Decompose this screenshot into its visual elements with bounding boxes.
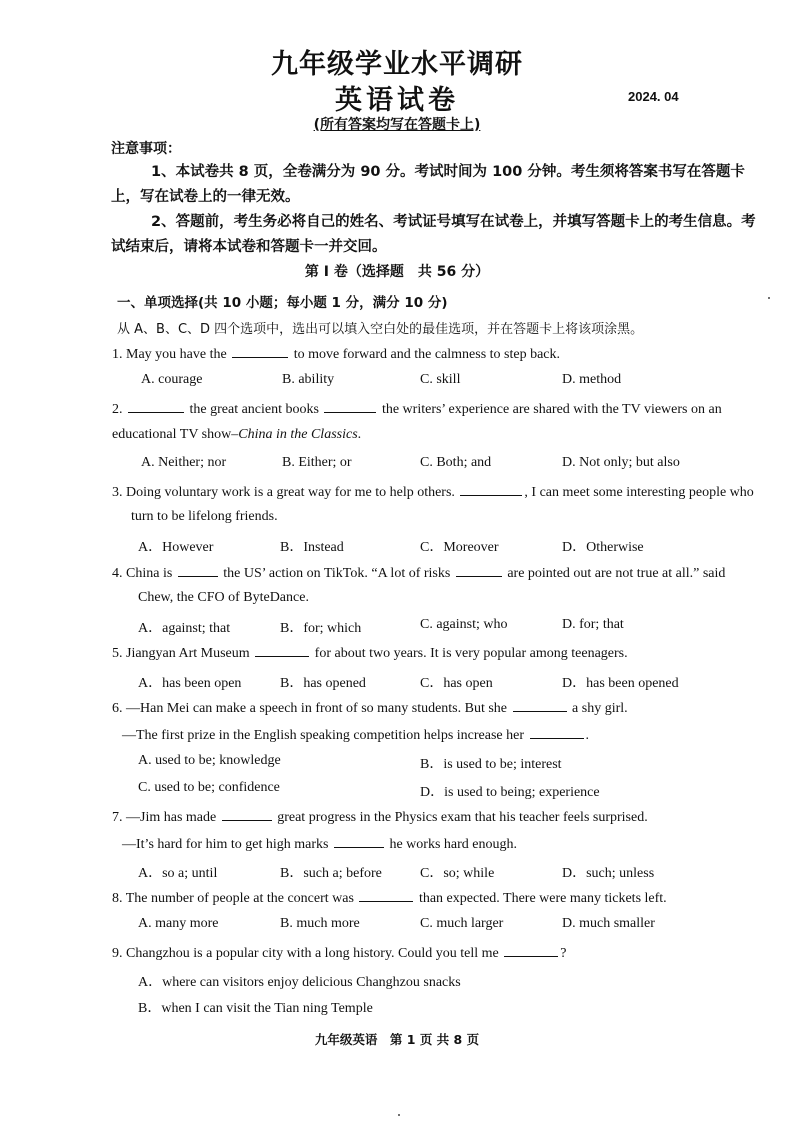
subtitle-text: (所有答案均写在答题卡上) [313,117,481,133]
question-6-stem [112,699,628,717]
answer-blank [359,889,413,902]
q3-option-c: C．Moreover [420,540,499,555]
q9-text-b: ? [560,946,567,961]
exam-title-line2: 英语试卷 [335,85,459,116]
question-6-stem-cont [122,726,589,744]
q2-text-b: the great ancient books [189,402,319,417]
q9-option-a: A．where can visitors enjoy delicious Changhzou snacks [138,975,461,990]
q7-text-b: great progress in the Physics exam that his teacher feels surprised. [277,810,648,825]
q3-option-b: B．Instead [280,540,344,555]
q2-text-a: 2. [112,402,123,417]
exam-title-line1: 九年级学业水平调研 [271,49,523,80]
q6-text-d: . [585,728,589,743]
answer-blank [324,400,376,413]
question-5-stem [112,644,628,662]
scan-speck [398,1114,400,1116]
q8-text-b: than expected. There were many tickets left. [418,891,667,906]
q1-option-d: D. method [562,372,622,387]
q5-option-d: D．has been opened [562,676,679,691]
answer-blank [255,644,309,657]
question-3-stem [112,483,754,501]
q1-option-c: C. skill [420,372,461,387]
q8-option-d: D. much smaller [562,916,655,931]
q7-text-d: he works hard enough. [389,837,517,852]
question-8-stem [112,889,667,907]
answer-blank [456,564,502,577]
q4-text-b: the US’ action on TikTok. “A lot of risks [223,566,451,581]
answer-blank [460,483,522,496]
q2-show-title: China in the Classics [238,427,358,442]
answer-blank [128,400,184,413]
q6-text-b: a shy girl. [572,701,628,716]
q8-option-c: C. much larger [420,916,504,931]
exam-date: 2024. 04 [628,89,679,104]
q4-text-a: 4. China is [112,566,173,581]
answer-blank [222,808,272,821]
q8-option-b: B. much more [280,916,360,931]
q2-option-a: A. Neither; nor [141,455,227,470]
q5-option-b: B．has opened [280,676,366,691]
q1-text-b: to move forward and the calmness to step back. [293,347,561,362]
section1-heading: 一、单项选择(共 10 小题；每小题 1 分，满分 10 分) [117,295,448,311]
exam-subtitle [0,114,794,134]
q3-text-a: 3. Doing voluntary work is a great way for me to help others. [112,485,455,500]
q2-text-c: the writers’ experience are shared with the TV viewers on an [381,402,722,417]
notice-item-1: 1、本试卷共 8 页，全卷满分为 90 分。考试时间为 100 分钟。考生须将答案书写在答题卡上，写在试卷上的一律无效。 [111,164,745,205]
q6-text-a: 6. —Han Mei can make a speech in front of so many students. But she [112,701,508,716]
q7-option-c: C．so; while [420,866,495,881]
notice-heading: 注意事项： [111,141,181,157]
part1-heading: 第 I 卷（选择题 共 56 分） [304,264,490,280]
question-1-stem [112,345,560,363]
q5-option-a: A．has been open [138,676,242,691]
page-footer: 九年级英语 第 1 页 共 8 页 [314,1032,480,1047]
q8-text-a: 8. The number of people at the concert was [112,891,354,906]
q9-text-a: 9. Changzhou is a popular city with a long history. Could you tell me [112,946,499,961]
q2-option-c: C. Both; and [420,455,492,470]
q3-text-b: , I can meet some interesting people who [524,485,754,500]
answer-blank [232,345,288,358]
q4-text-d: Chew, the CFO of ByteDance. [138,590,309,605]
q5-text-a: 5. Jiangyan Art Museum [112,646,250,661]
q7-option-a: A．so a; until [138,866,218,881]
q9-option-b: B．when I can visit the Tian ning Temple [138,1001,373,1016]
answer-blank [504,944,558,957]
q4-option-c: C. against; who [420,617,508,632]
q2-text-f: . [357,427,362,442]
q4-option-b: B．for; which [280,621,362,636]
q4-option-a: A．against; that [138,621,231,636]
answer-blank [178,564,218,577]
answer-blank [530,726,584,739]
q6-option-d: D．is used to being; experience [420,785,600,800]
question-4-stem [112,564,725,582]
q6-option-c: C. used to be; confidence [138,780,280,795]
q1-option-b: B. ability [282,372,335,387]
q5-text-b: for about two years. It is very popular among teenagers. [314,646,628,661]
scan-speck [768,297,770,299]
q4-text-c: are pointed out are not true at all.” said [507,566,726,581]
q1-text-a: 1. May you have the [112,347,227,362]
q2-option-d: D. Not only; but also [562,455,680,470]
q7-text-c: —It’s hard for him to get high marks [122,837,329,852]
question-7-stem-cont [122,835,517,853]
q2-text-d: educational TV show– [112,427,239,442]
q8-option-a: A. many more [138,916,219,931]
question-7-stem [112,808,648,826]
q3-option-d: D．Otherwise [562,540,644,555]
q6-text-c: —The first prize in the English speaking competition helps increase her [122,728,524,743]
notice-item-2: 2、答题前，考生务必将自己的姓名、考试证号填写在试卷上，并填写答题卡上的考生信息。考试结束后，请将本试卷和答题卡一并交回。 [111,214,756,255]
q7-option-d: D．such; unless [562,866,655,881]
question-2-stem [112,400,722,418]
answer-blank [334,835,384,848]
question-9-stem [112,944,566,962]
q5-option-c: C．has open [420,676,493,691]
q3-option-a: A．However [138,540,214,555]
q1-option-a: A. courage [141,372,203,387]
q7-option-b: B．such a; before [280,866,382,881]
q7-text-a: 7. —Jim has made [112,810,217,825]
q6-option-a: A. used to be; knowledge [138,753,281,768]
q6-option-b: B．is used to be; interest [420,757,562,772]
question-2-stem-cont [112,427,361,443]
section1-instructions: 从 A、B、C、D 四个选项中，选出可以填入空白处的最佳选项，并在答题卡上将该项涂黑。 [117,322,644,337]
q4-option-d: D. for; that [562,617,624,632]
q3-text-c: turn to be lifelong friends. [131,509,278,524]
answer-blank [513,699,567,712]
q2-option-b: B. Either; or [282,455,352,470]
